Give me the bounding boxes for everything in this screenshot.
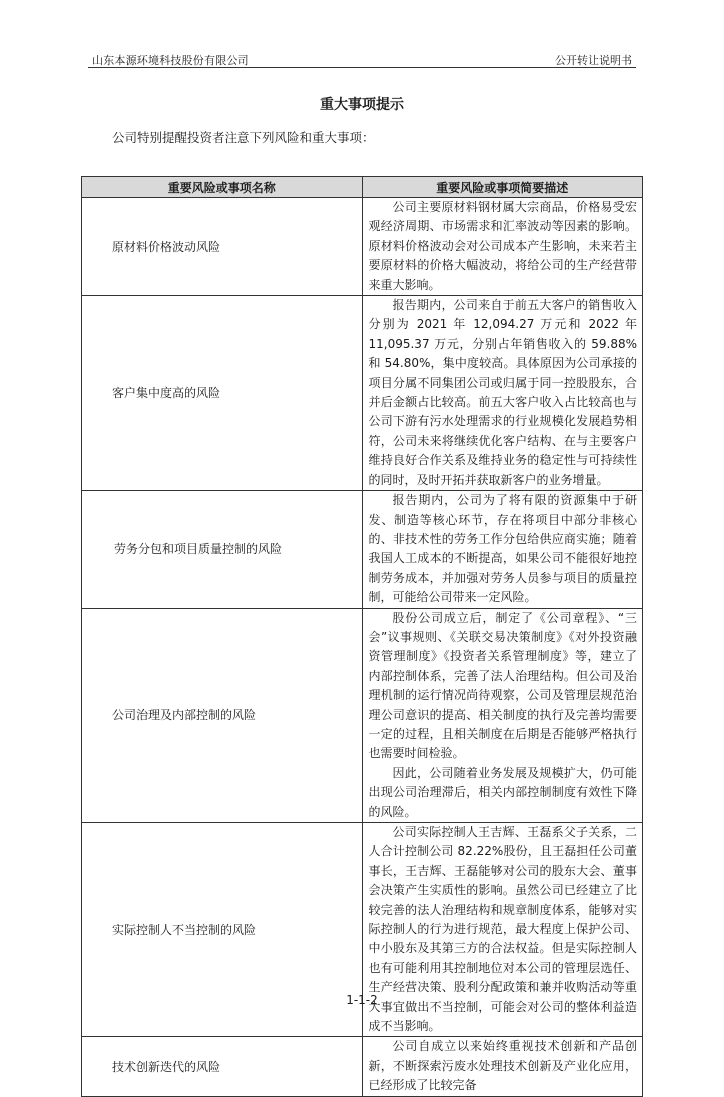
risk-table (81, 176, 643, 1097)
intro-text: 公司特别提醒投资者注意下列风险和重大事项： (112, 130, 375, 145)
risk-name: 劳务分包和项目质量控制的风险 (114, 542, 283, 557)
table-row (82, 608, 643, 822)
column-header-name: 重要风险或事项名称 (82, 177, 363, 198)
header-company: 山东本源环境科技股份有限公司 (92, 54, 249, 67)
risk-name: 公司治理及内部控制的风险 (112, 708, 257, 723)
risk-desc-paragraph: 公司主要原材料钢材属大宗商品，价格易受宏观经济周期、市场需求和汇率波动等因素的影响。原材料价格波动会对公司成本产生影响，未来若主要原材料的价格大幅波动，将给公司的生产经营带来重大影响。 (368, 200, 637, 292)
risk-desc-paragraph: 公司实际控制人王吉辉、王磊系父子关系，二人合计控制公司 82.22%股份，且王磊担任公司董事长，王吉辉、王磊能够对公司的股东大会、董事会决策产生实质性的影响。虽然公司已经建立了比较完善的法人治理结构和规章制度体系，能够对实际控制人的行为进行规范，最大程度上保护公司、中小股东及其第三方的合法权益。但是实际控制人也有可能利用其控制地位对本公司的管理层选任、生产经营决策、股利分配政策和兼并收购活动等重大事宜做出不当控制，可能会对公司的整体利益造成不当影响。 (368, 825, 637, 1034)
table-row (82, 491, 643, 608)
table-row (82, 198, 643, 296)
risk-name: 实际控制人不当控制的风险 (112, 922, 257, 937)
risk-desc-cell (362, 608, 643, 822)
table-header-row (82, 177, 643, 198)
risk-name-cell (82, 491, 363, 608)
risk-desc-paragraph: 报告期内，公司来自于前五大客户的销售收入分别为 2021 年 12,094.27 万元和 2022 年 11,095.37 万元，分别占年销售收入的 59.88%和 54.80%，集中度较高。具体原因为公司承接的项目分属不同集团公司或归属于同一控股股东，合并后金额占比较高。前五大客户收入占比较高也与公司下游有污水处理需求的行业规模化发展趋势相符，公司未来将继续优化客户结构、在与主要客户维持良好合作关系及维持业务的稳定性与可持续性的同时，及时开拓并获取新客户的业务增量。 (368, 298, 637, 487)
risk-name: 技术创新迭代的风险 (112, 1059, 221, 1074)
page-title: 重大事项提示 (320, 97, 404, 113)
table-row (82, 1037, 643, 1096)
risk-name: 客户集中度高的风险 (112, 386, 221, 401)
risk-desc-paragraph: 股份公司成立后，制定了《公司章程》、“三会”议事规则、《关联交易决策制度》《对外投资融资管理制度》《投资者关系管理制度》等，建立了内部控制体系，完善了法人治理结构。但公司及治理机制的运行情况尚待观察，公司及管理层规范治理公司意识的提高、相关制度的执行及完善均需要一定的过程，且相关制度在后期是否能够严格执行也需要时间检验。 (368, 610, 637, 761)
page-number: 1-1-2 (346, 993, 378, 1007)
risk-desc-cell (362, 491, 643, 608)
table-row (82, 296, 643, 491)
risk-desc-cell (362, 1037, 643, 1096)
header-divider (88, 67, 636, 68)
risk-name-cell (82, 1037, 363, 1096)
risk-name-cell (82, 198, 363, 296)
risk-desc-paragraph: 报告期内，公司为了将有限的资源集中于研发、制造等核心环节，存在将项目中部分非核心的、非技术性的劳务工作分包给供应商实施；随着我国人工成本的不断提高，如果公司不能很好地控制劳务成本，并加强对劳务人员参与项目的质量控制，可能给公司带来一定风险。 (368, 493, 637, 605)
risk-desc-paragraph: 公司自成立以来始终重视技术创新和产品创新，不断探索污废水处理技术创新及产业化应用，已经形成了比较完备 (368, 1039, 637, 1093)
risk-desc-cell (362, 296, 643, 491)
column-header-desc: 重要风险或事项简要描述 (362, 177, 643, 198)
risk-name-cell (82, 296, 363, 491)
risk-desc-paragraph: 因此，公司随着业务发展及规模扩大，仍可能出现公司治理滞后，相关内部控制制度有效性下降的风险。 (368, 765, 637, 819)
risk-name: 原材料价格波动风险 (112, 239, 221, 254)
risk-desc-cell (362, 198, 643, 296)
risk-name-cell (82, 608, 363, 822)
header-doc-type: 公开转让说明书 (555, 54, 632, 67)
